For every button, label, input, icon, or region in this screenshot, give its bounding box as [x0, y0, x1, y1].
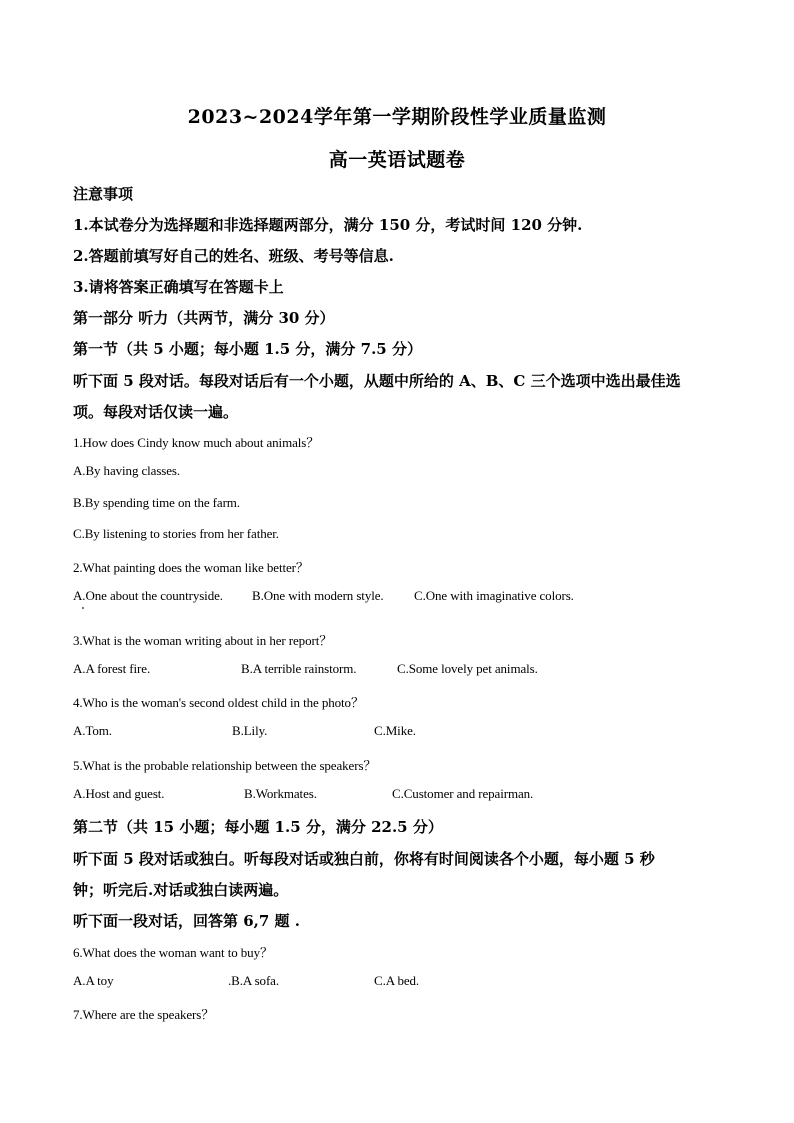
part1-heading: 第一部分 听力（共两节，满分 30 分） [73, 309, 335, 327]
note-item-2: 2.答题前填写好自己的姓名、班级、考号等信息. [73, 247, 394, 265]
question-7-stem: 7.Where are the speakers？ [73, 1007, 215, 1022]
note-item-1: 1.本试卷分为选择题和非选择题两部分，满分 150 分，考试时间 120 分钟. [73, 216, 583, 234]
question-6-option-a: A.A toy [73, 973, 114, 988]
question-2-option-b: B.One with modern style. [252, 588, 384, 603]
exam-title: 2023~2024学年第一学期阶段性学业质量监测 [187, 106, 607, 128]
question-5-option-b: B.Workmates. [244, 786, 317, 801]
question-3-stem: 3.What is the woman writing about in her report？ [73, 633, 333, 648]
question-6-option-b: .B.A sofa. [228, 973, 280, 988]
section2-sub-instruction: 听下面一段对话，回答第 6,7 题 . [73, 912, 300, 930]
section1-instruction-line2: 项。每段对话仅读一遍。 [73, 403, 239, 421]
question-3-option-a: A.A forest fire. [73, 661, 151, 676]
question-1-option-c: C.By listening to stories from her father. [73, 526, 279, 541]
question-3-option-c: C.Some lovely pet animals. [397, 661, 538, 676]
question-5-option-a: A.Host and guest. [73, 786, 165, 801]
question-1-stem: 1.How does Cindy know much about animals？ [73, 435, 320, 450]
section2-heading: 第二节（共 15 小题；每小题 1.5 分，满分 22.5 分） [73, 818, 443, 836]
note-item-3: 3.请将答案正确填写在答题卡上 [73, 278, 284, 296]
question-3-option-b: B.A terrible rainstorm. [241, 661, 357, 676]
section2-instruction-line1: 听下面 5 段对话或独白。听每段对话或独白前，你将有时间阅读各个小题，每小题 5 秒 [73, 850, 655, 868]
notes-heading: 注意事项 [73, 185, 134, 203]
stray-mark [82, 607, 84, 609]
question-6-stem: 6.What does the woman want to buy？ [73, 945, 273, 960]
question-2-option-c: C.One with imaginative colors. [414, 588, 574, 603]
question-1-option-b: B.By spending time on the farm. [73, 495, 240, 510]
question-4-option-c: C.Mike. [374, 723, 416, 738]
question-2-option-a: A.One about the countryside. [73, 588, 223, 603]
question-1-option-a: A.By having classes. [73, 463, 181, 478]
question-4-stem: 4.Who is the woman's second oldest child in the photo？ [73, 695, 364, 710]
exam-subtitle: 高一英语试题卷 [328, 149, 466, 171]
question-2-stem: 2.What painting does the woman like better？ [73, 560, 309, 575]
question-5-stem: 5.What is the probable relationship between the speakers？ [73, 758, 377, 773]
question-5-option-c: C.Customer and repairman. [392, 786, 534, 801]
section1-instruction-line1: 听下面 5 段对话。每段对话后有一个小题，从题中所给的 A、B、C 三个选项中选出最佳选 [73, 372, 681, 390]
question-4-option-a: A.Tom. [73, 723, 112, 738]
section2-instruction-line2: 钟；听完后.对话或独白读两遍。 [73, 881, 289, 899]
section1-heading: 第一节（共 5 小题；每小题 1.5 分，满分 7.5 分） [73, 340, 422, 358]
question-4-option-b: B.Lily. [232, 723, 268, 738]
question-6-option-c: C.A bed. [374, 973, 420, 988]
